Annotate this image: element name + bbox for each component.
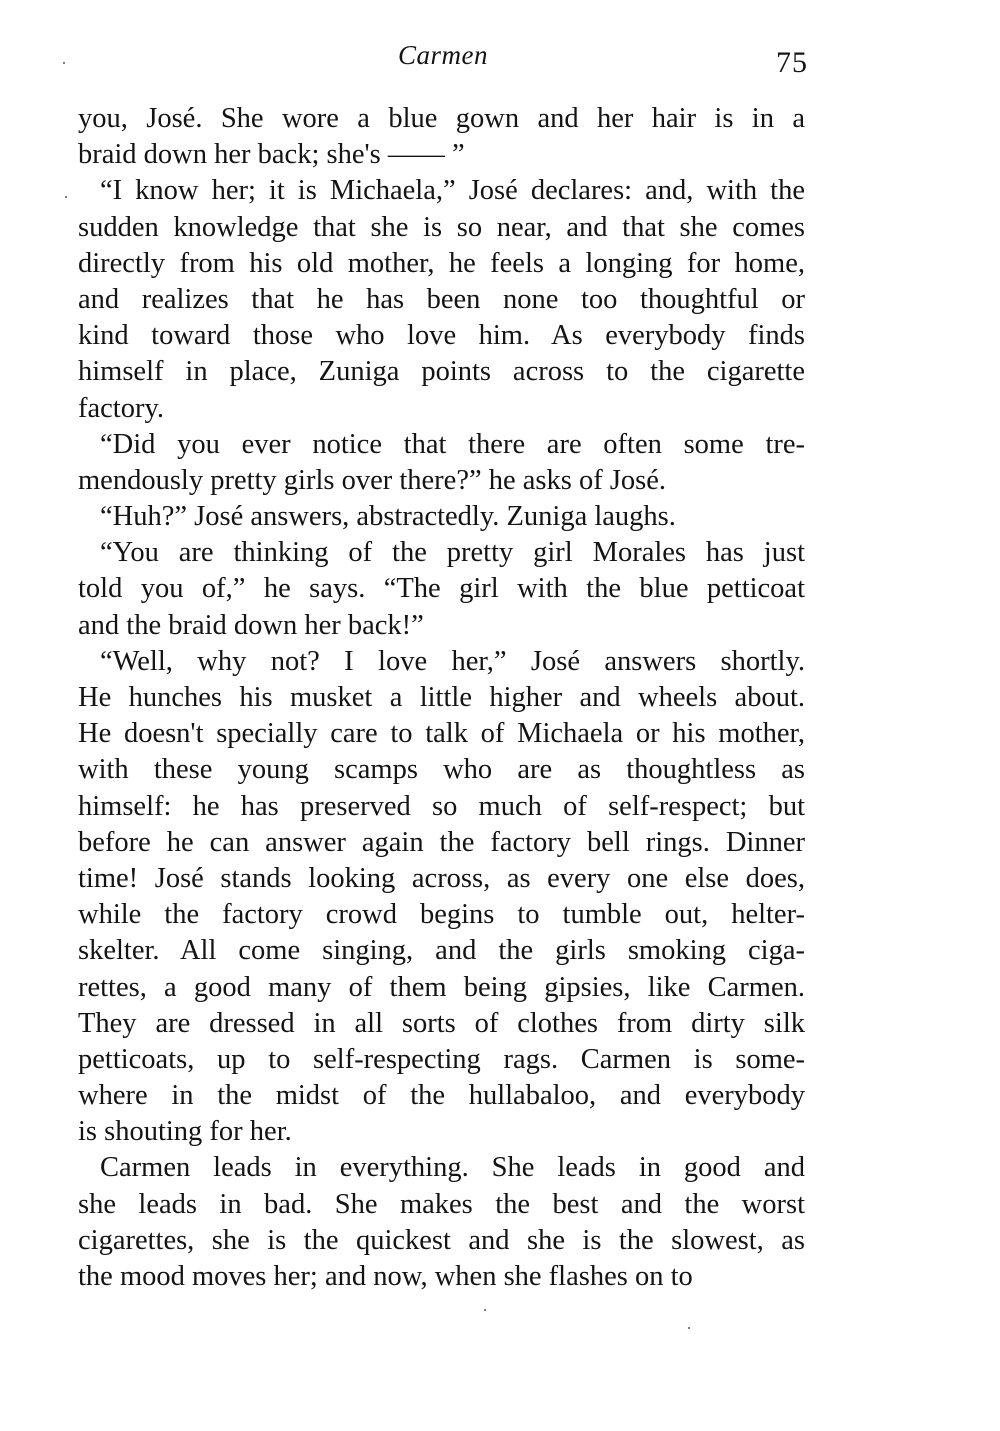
text-line: “Huh?” José answers, abstractedly. Zuniga laughs. <box>100 501 676 533</box>
text-line: “Did you ever notice that there are often some tre- <box>100 428 805 460</box>
text-line: with these young scamps who are as thoughtless as <box>78 754 805 786</box>
text-line: “I know her; it is Michaela,” José declares: and, with the <box>100 175 805 207</box>
paragraph <box>78 427 805 499</box>
text-line: factory. <box>78 392 164 424</box>
text-line: skelter. All come singing, and the girls smoking ciga- <box>78 935 805 967</box>
text-line: is shouting for her. <box>78 1116 292 1148</box>
text-line: “Well, why not? I love her,” José answers shortly. <box>100 645 805 677</box>
page-number: 75 <box>776 46 808 79</box>
body-text <box>78 101 805 1295</box>
paragraph <box>78 535 805 644</box>
text-line: time! José stands looking across, as every one else does, <box>78 862 805 894</box>
text-line: kind toward those who love him. As everybody finds <box>78 320 805 352</box>
text-line: and realizes that he has been none too thoughtful or <box>78 283 805 315</box>
paragraph <box>78 644 805 1151</box>
paragraph <box>78 499 805 535</box>
text-line: sudden knowledge that she is so near, and that she comes <box>78 211 805 243</box>
text-line: and the braid down her back!” <box>78 609 424 641</box>
text-line: while the factory crowd begins to tumble out, helter- <box>78 899 805 931</box>
paragraph <box>78 101 805 173</box>
text-line: cigarettes, she is the quickest and she is the slowest, as <box>78 1224 805 1256</box>
scan-speck <box>63 62 65 64</box>
scan-speck <box>65 196 67 198</box>
text-line: told you of,” he says. “The girl with the blue petticoat <box>78 573 805 605</box>
text-line: braid down her back; she's —— ” <box>78 139 465 171</box>
text-line: Carmen leads in everything. She leads in good and <box>100 1152 805 1184</box>
running-title: Carmen <box>398 40 488 70</box>
text-line: before he can answer again the factory bell rings. Dinner <box>78 826 805 858</box>
text-line: the mood moves her; and now, when she flashes on to <box>78 1261 693 1292</box>
text-line: where in the midst of the hullabaloo, and everybody <box>78 1080 805 1112</box>
running-head <box>78 40 808 80</box>
text-line: she leads in bad. She makes the best and the worst <box>78 1188 805 1220</box>
text-line: mendously pretty girls over there?” he asks of José. <box>78 464 667 496</box>
text-line: himself: he has preserved so much of self-respect; but <box>78 790 805 822</box>
text-line: himself in place, Zuniga points across to the cigarette <box>78 356 805 388</box>
paragraph <box>78 1150 805 1295</box>
text-line: directly from his old mother, he feels a longing for home, <box>78 247 805 279</box>
text-line: He hunches his musket a little higher and wheels about. <box>78 682 805 713</box>
scan-speck <box>484 1309 486 1311</box>
text-line: you, José. She wore a blue gown and her hair is in a <box>78 103 805 134</box>
text-line: petticoats, up to self-respecting rags. Carmen is some- <box>78 1043 805 1075</box>
text-line: They are dressed in all sorts of clothes from dirty silk <box>78 1007 805 1039</box>
text-line: rettes, a good many of them being gipsies, like Carmen. <box>78 971 805 1003</box>
paragraph <box>78 173 805 426</box>
text-line: “You are thinking of the pretty girl Morales has just <box>100 537 805 569</box>
scan-speck <box>688 1327 690 1329</box>
text-line: He doesn't specially care to talk of Michaela or his mother, <box>78 718 805 750</box>
